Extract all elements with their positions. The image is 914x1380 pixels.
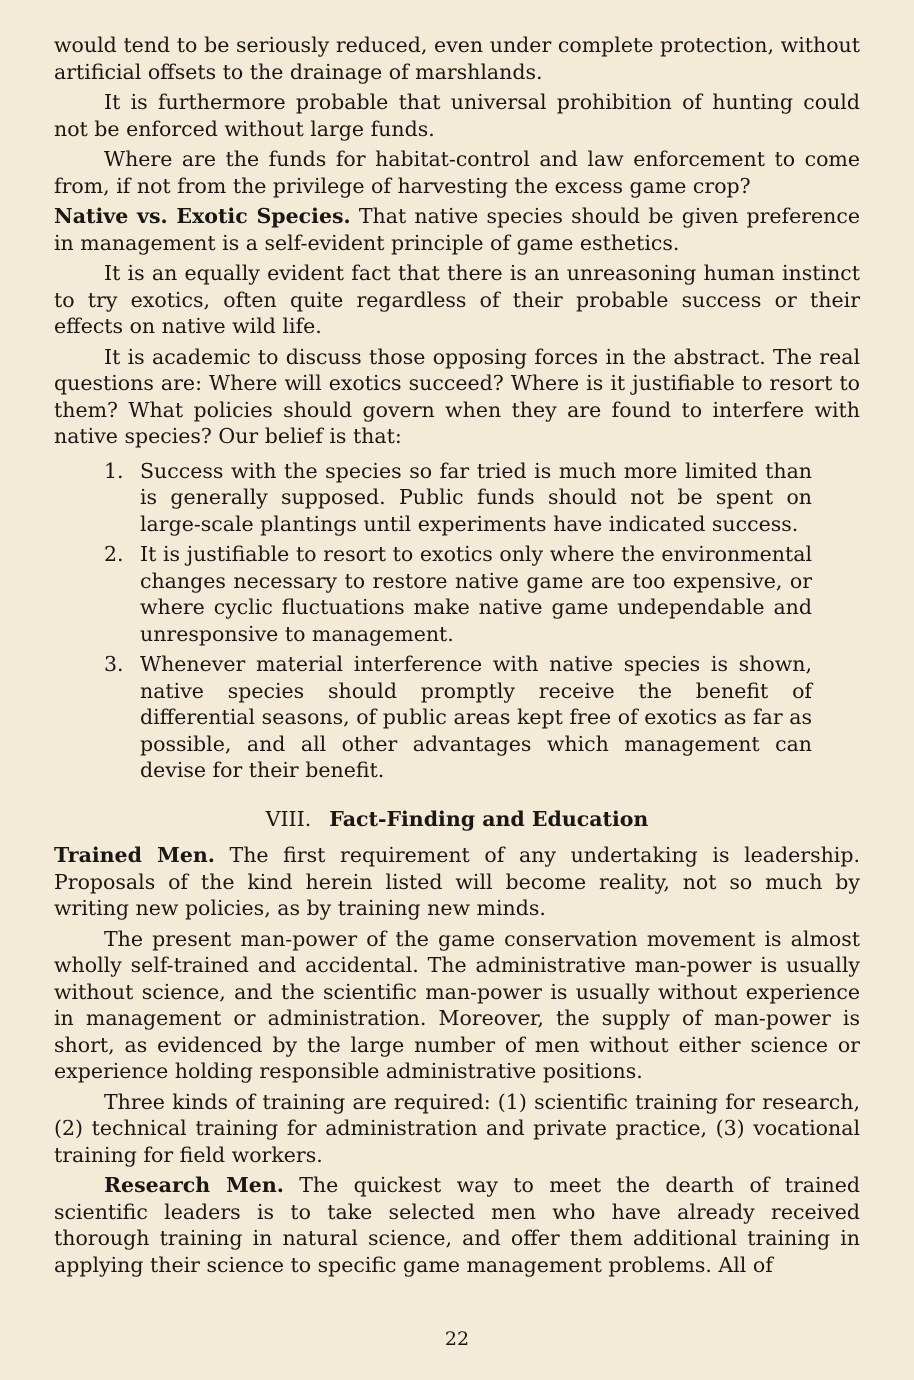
paragraph-research-men-text: The quickest way to meet the dearth of trained scientific leaders is to take selected men who have already received thorough training in natural science, and offer them additional training in applying their science to specific game management problems. All of [54,1173,860,1277]
paragraph-continuation: would tend to be seriously reduced, even under complete protection, without artificial offsets to the drainage of marshlands. [54,33,860,84]
paragraph-questions: It is academic to discuss those opposing forces in the abstract. The real questions are: Where will exotics succeed? Where is it justifiable to resort to them? What policies should govern when they are found to interfere with native species? Our belief is that: [54,344,860,448]
paragraph-native-exotic-text: That native species should be given preference in management is a self-evident principle of game esthetics. [54,204,860,255]
paragraph-instinct: It is an equally evident fact that there is an unreasoning human instinct to try exotics, often quite regardless of their probable success or their effects on native wild life. [54,261,860,338]
list-item [104,458,812,538]
list-item-text: Success with the species so far tried is much more limited than is generally supposed. Public funds should not be spent on large-scale plantings until experiments have indicated success. [140,458,812,536]
list-item-number: 1. [104,458,124,483]
paragraph-training-kinds: Three kinds of training are required: (1) scientific training for research, (2) technical training for administration and private practice, (3) vocational training for field workers. [54,1089,860,1167]
page-number: 22 [444,1328,470,1350]
list-item-text: Whenever material interference with native species is shown, native species should promptly receive the benefit of differential seasons, of public areas kept free of exotics as far as possible, and all other advantages which management can devise for their benefit. [140,652,812,782]
section-heading [54,806,860,833]
run-in-heading-research-men: Research Men. [104,1173,284,1197]
section-number: VIII. [265,806,312,831]
paragraph-funds: Where are the funds for habitat-control and law enforcement to come from, if not from the privilege of harvesting the excess game crop? [54,147,860,198]
paragraph-man-power: The present man-power of the game conservation movement is almost wholly self-trained and accidental. The administrative man-power is usually without science, and the scientific man-power is usually without experience in management or administration. Moreover, the supply of man-power is short, as evidenced by the large number of men without either science or experience holding responsible administrative positions. [54,926,860,1083]
belief-list [54,458,860,784]
list-item-number: 2. [104,542,124,566]
run-in-heading-trained-men: Trained Men. [54,843,215,867]
paragraph-trained-men-text: The first requirement of any undertaking is leadership. Proposals of the kind herein listed will become reality, not so much by writing new policies, as by training new minds. [54,843,860,920]
list-item-number: 3. [104,652,124,676]
list-item-text: It is justifiable to resort to exotics only where the environmental changes necessary to restore native game are too expensive, or where cyclic fluctuations make native game undependable and unresponsive to management. [140,542,812,646]
run-in-heading-native-exotic: Native vs. Exotic Species. [54,204,351,228]
list-item [104,541,812,647]
section-title: Fact-Finding and Education [329,806,649,831]
paragraph-research-men [54,1172,860,1278]
paragraph-prohibition: It is furthermore probable that universal prohibition of hunting could not be enforced without large funds. [54,90,860,141]
paragraph-native-exotic [54,203,860,256]
list-item [104,651,812,784]
paragraph-trained-men [54,842,860,922]
